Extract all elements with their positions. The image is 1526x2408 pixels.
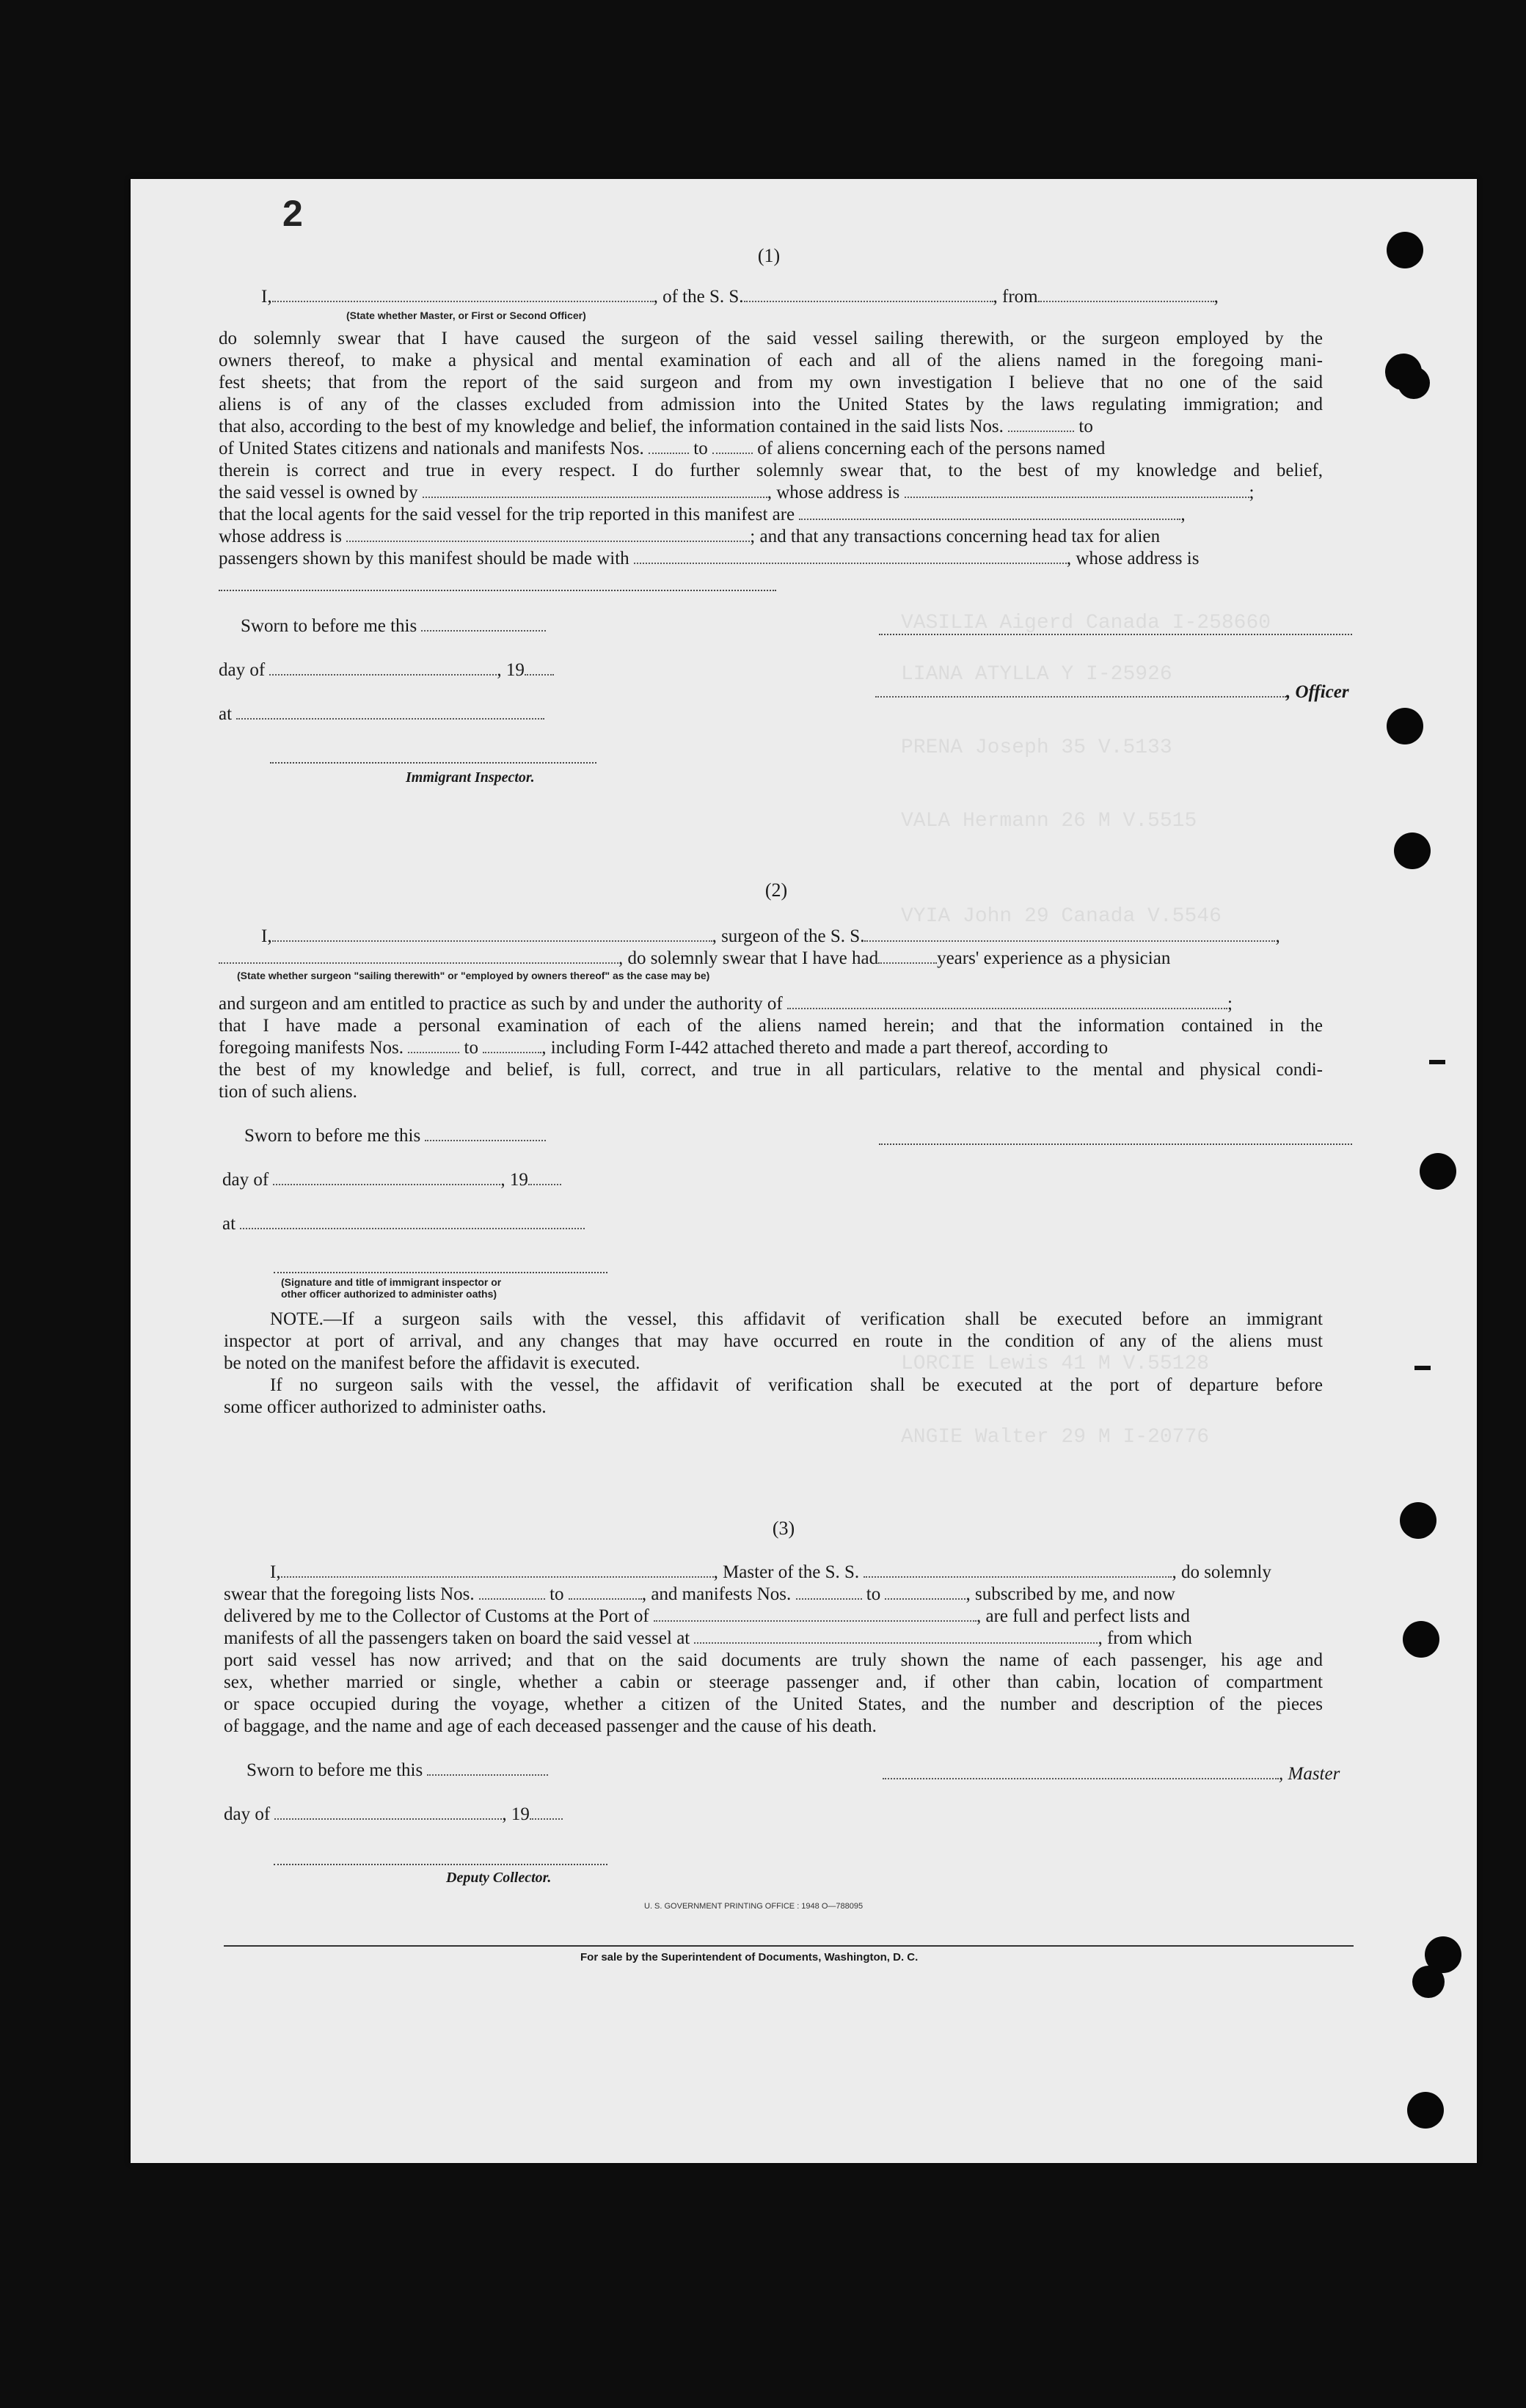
page-marker: 2 xyxy=(282,193,303,234)
s2-signature-rule xyxy=(879,1143,1352,1145)
s1-para-line-3: fest sheets; that from the report of the said surgeon and from my own investigation I believe that no one of the said xyxy=(219,373,1323,392)
s2-note2-line-1: If no surgeon sails with the vessel, the affidavit of verification shall be executed at the port of departure before xyxy=(270,1375,1323,1395)
edge-mark xyxy=(1414,1366,1431,1370)
s3-sworn-line: Sworn to before me this xyxy=(247,1760,548,1782)
s2-note-line-2: inspector at port of arrival, and any changes that may have occurred en route in the condition of any of the aliens must xyxy=(224,1331,1323,1351)
s1-agents-line: that the local agents for the said vessel for the trip reported in this manifest are , xyxy=(219,505,1186,524)
punch-hole xyxy=(1412,1966,1445,1998)
s2-swear-line: , do solemnly swear that I have had years' experience as a physician xyxy=(219,948,1170,970)
punch-hole xyxy=(1400,1502,1436,1539)
s1-para-line-1: do solemnly swear that I have caused the surgeon of the said vessel sailing therewith, or the surgeon employed by the xyxy=(219,329,1323,348)
s1-day-line: day of , 19 xyxy=(219,659,554,681)
punch-hole xyxy=(1394,832,1431,869)
punch-hole xyxy=(1420,1153,1456,1190)
s1-address-rule xyxy=(219,590,776,591)
printing-office: U. S. GOVERNMENT PRINTING OFFICE : 1948 O—788095 xyxy=(644,1902,864,1911)
punch-hole xyxy=(1403,1621,1439,1658)
punch-hole xyxy=(1407,2092,1444,2129)
s1-para-line-2: owners thereof, to make a physical and mental examination of each and all of the aliens named in the foregoing mani- xyxy=(219,351,1323,370)
s3-boarded-line: manifests of all the passengers taken on board the said vessel at , from which xyxy=(224,1628,1192,1648)
s1-headtax-line: passengers shown by this manifest should be made with , whose address is xyxy=(219,549,1200,568)
s1-para-line-6: of United States citizens and nationals and manifests Nos. to of aliens concerning each of the persons named xyxy=(219,439,1106,458)
s2-note2-line-2: some officer authorized to administer oaths. xyxy=(224,1397,547,1417)
s2-surgeon-line: I, , surgeon of the S. S. , xyxy=(261,926,1280,946)
s1-para-line-5: that also, according to the best of my knowledge and belief, the information contained in the said lists Nos. to xyxy=(219,417,1093,436)
s3-para-line-3: or space occupied during the voyage, whether a citizen of the United States, and the number and description of the pieces xyxy=(224,1694,1323,1714)
edge-mark xyxy=(1429,1060,1445,1064)
s2-sig-caption-2: other officer authorized to administer oaths) xyxy=(281,1288,497,1300)
for-sale-notice: For sale by the Superintendent of Documents, Washington, D. C. xyxy=(580,1951,919,1964)
s1-para-line-7: therein is correct and true in every respect. I do further solemnly swear that, to the best of my knowledge and belief, xyxy=(219,461,1323,480)
s1-sworn-line: Sworn to before me this xyxy=(241,615,546,637)
s2-sig-caption-1: (Signature and title of immigrant inspector or xyxy=(281,1276,502,1288)
s2-manifests-line: foregoing manifests Nos. to , including Form I-442 attached thereto and made a part thereof, according to xyxy=(219,1038,1109,1058)
s2-note-line-3: be noted on the manifest before the affidavit is executed. xyxy=(224,1353,640,1373)
s3-master-line: I, , Master of the S. S. , do solemnly xyxy=(270,1562,1271,1582)
footer-rule xyxy=(224,1945,1354,1947)
s1-owner-line: the said vessel is owned by , whose address is ; xyxy=(219,483,1255,502)
s3-para-line-2: sex, whether married or single, whether a cabin or steerage passenger and, if other than cabin, location of compartment xyxy=(224,1672,1323,1692)
s2-para-line-7: tion of such aliens. xyxy=(219,1082,357,1102)
s2-note-line-1: NOTE.—If a surgeon sails with the vessel, this affidavit of verification shall be executed before an immigrant xyxy=(270,1309,1323,1329)
s2-sworn-line: Sworn to before me this xyxy=(244,1125,546,1147)
s1-inspector-rule xyxy=(270,762,596,764)
section-3-number: (3) xyxy=(772,1518,795,1539)
s3-collector-label: Deputy Collector. xyxy=(446,1870,552,1886)
s3-master-sig-line: , Master xyxy=(883,1763,1340,1785)
s1-officer-upper-rule xyxy=(879,634,1352,635)
s3-para-line-1: port said vessel has now arrived; and that on the said documents are truly shown the name of each passenger, his age and xyxy=(224,1650,1323,1670)
s1-at-line: at xyxy=(219,703,544,725)
section-2-number: (2) xyxy=(764,879,788,901)
s3-lists-line: swear that the foregoing lists Nos. to , and manifests Nos. to , subscribed by me, and now xyxy=(224,1584,1175,1604)
section-1-number: (1) xyxy=(757,245,781,266)
s2-para-line-6: the best of my knowledge and belief, is full, correct, and true in all particulars, relative to the mental and physical condi- xyxy=(219,1060,1323,1080)
punch-hole xyxy=(1387,232,1423,268)
s1-master-line: I, , of the S. S. , from , xyxy=(261,287,1219,307)
s3-para-line-4: of baggage, and the name and age of each deceased passenger and the cause of his death. xyxy=(224,1716,877,1736)
manifest-back-page: VASILIA Aigerd Canada I-258660 LIANA ATYLLA Y I-25926 PRENA Joseph 35 V.5133 VALA Hermann 26 M V.5515 VYIA John 29 Canada V.5546 LORCIE Lewis 41 M V.55128 ANGIE Walter 29 M I-20776 2 (1) I, , of the S. S. , from , (State whether Master, or First or Second Officer) do solemnly swear that I have caused the surgeon of the said vessel sailing therewith, or the surgeon employed by the owners thereof, to make a physical and mental examination of each and all of the aliens named in the foregoing mani- fest sheets; that from the report of the said surgeon and from my own investigation I believe that no one of the said aliens is of any of the classes excluded from admission into the United States by the laws regulating immigration; and that also, according to the best of my knowledge and belief, the information contained in the said lists Nos. to of United States citizens and nationals and manifests Nos. to of aliens concerning each of the persons named therein is correct and true in every respect. I do further solemnly swear that, to the best of my knowledge and belief, the said vessel is owned by , whose address is ; that the local agents for the said vessel for the trip reported in this manifest are , whose address is ; and that any transactions concerning head tax for alien passengers shown by this manifest should be made with , whose address is Sworn to before me this day of , 19 , Officer at Immigrant Inspector. (2) I, , surgeon of the S. S. , , do solemnly swear that I have had years' experience as a physician (State whether surgeon "sailing therewith" or "employed by owners thereof" as the case may be) and surgeon and am entitled to practice as such by and under the authority of ; that I have made a personal examination of each of the aliens named herein; and that the information contained in the foregoing manifests Nos. to , including Form I-442 attached thereto and made a part thereof, according to the best of my knowledge and belief, is full, correct, and true in all particulars, relative to the mental and physical condi- tion of such aliens. Sworn to before me this day of , 19 at (Signature and title of immigrant inspector or other officer authorized to administer oaths) NOTE.—If a surgeon sails with the vessel, this affidavit of verification shall be executed before an immigrant inspector at port of arrival, and any changes that may have occurred en route in the condition of any of the aliens must be noted on the manifest before the affidavit is executed. If no surgeon sails with the vessel, the affidavit of verification shall be executed at the port of departure before some officer authorized to administer oaths. (3) I, , Master of the S. S. , do solemnly swear that the foregoing lists Nos. to , and manifests Nos. to , subscribed by me, and now delivered by me to the Collector of Customs at the Port of , are full and perfect lists and manifests of all the passengers taken on board the said vessel at , from which port said vessel has now arrived; and that on the said documents are truly shown the name of each passenger, his age and sex, whether married or single, whether a cabin or steerage passenger and, if other than cabin, location of compartment or space occupied during the voyage, whether a citizen of the United States, and the number and description of the pieces of baggage, and the name and age of each deceased passenger and the cause of his death. Sworn to before me this , Master day of , 19 Deputy Collector. U. S. GOVERNMENT PRINTING OFFICE : 1948 O—788095 For sale by the Superintendent of Documents, Washington, D. C. xyxy=(131,179,1477,2163)
s3-collector-rule xyxy=(274,1864,607,1865)
s1-para-line-4: aliens is of any of the classes excluded from admission into the United States by the laws regulating immigration; and xyxy=(219,395,1323,414)
s1-address-line: whose address is ; and that any transactions concerning head tax for alien xyxy=(219,527,1161,546)
s3-day-line: day of , 19 xyxy=(224,1804,563,1826)
s1-inspector-label: Immigrant Inspector. xyxy=(406,769,535,786)
punch-hole xyxy=(1387,708,1423,744)
s1-caption: (State whether Master, or First or Second Officer) xyxy=(346,310,586,321)
s2-para-line-4: that I have made a personal examination of each of the aliens named herein; and that the information contained in the xyxy=(219,1016,1323,1036)
s2-sig-rule xyxy=(274,1272,607,1273)
s2-at-line: at xyxy=(222,1213,585,1235)
s2-caption: (State whether surgeon "sailing therewith" or "employed by owners thereof" as the case may be) xyxy=(237,970,710,981)
s2-authority-line: and surgeon and am entitled to practice as such by and under the authority of ; xyxy=(219,994,1233,1014)
s3-port-line: delivered by me to the Collector of Customs at the Port of , are full and perfect lists and xyxy=(224,1606,1190,1626)
s2-day-line: day of , 19 xyxy=(222,1169,561,1191)
s1-officer-line: , Officer xyxy=(875,681,1349,703)
punch-hole xyxy=(1398,367,1430,399)
